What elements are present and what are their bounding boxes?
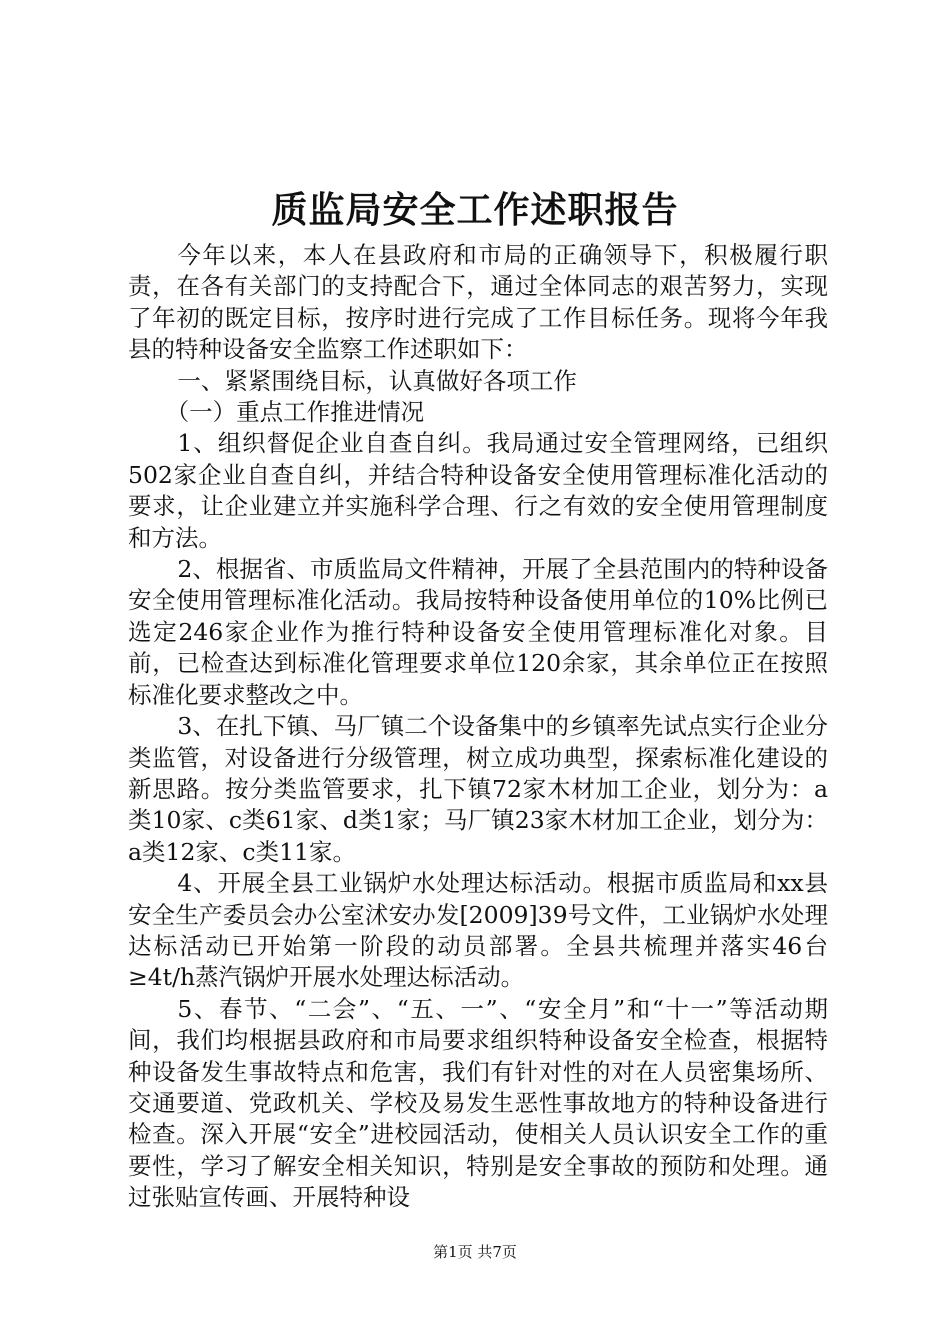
intro-paragraph: 今年以来，本人在县政府和市局的正确领导下，积极履行职责，在各有关部门的支持配合下，通过全体同志的艰苦努力，实现了年初的既定目标，按序时进行完成了工作目标任务。现将今年我县的特种设备安全监察工作述职如下： bbox=[128, 241, 828, 364]
page-number: 第1页 共7页 bbox=[433, 1243, 517, 1261]
item-paragraph-1: 1、组织督促企业自查自纠。我局通过安全管理网络，已组织502家企业自查自纠，并结合特种设备安全使用管理标准化活动的要求，让企业建立并实施科学合理、行之有效的安全使用管理制度和方法。 bbox=[128, 429, 828, 552]
subsection-heading-1: （一）重点工作推进情况 bbox=[165, 398, 425, 427]
item-paragraph-4: 4、开展全县工业锅炉水处理达标活动。根据市质监局和xx县安全生产委员会办公室沭安办发[2009]39号文件，工业锅炉水处理达标活动已开始第一阶段的动员部署。全县共梳理并落实46台≥4t/h蒸汽锅炉开展水处理达标活动。 bbox=[128, 869, 828, 992]
section-heading-1: 一、紧紧围绕目标，认真做好各项工作 bbox=[177, 366, 577, 395]
item-paragraph-5: 5、春节、“二会”、“五、一”、“安全月”和“十一”等活动期间，我们均根据县政府和市局要求组织特种设备安全检查，根据特种设备发生事故特点和危害，我们有针对性的对在人员密集场所、交通要道、党政机关、学校及易发生恶性事故地方的特种设备进行检查。深入开展“安全”进校园活动，使相关人员认识安全工作的重要性，学习了解安全相关知识，特别是安全事故的预防和处理。通过张贴宣传画、开展特种设 bbox=[128, 994, 828, 1212]
document-title: 质监局安全工作述职报告 bbox=[271, 189, 679, 231]
item-paragraph-3: 3、在扎下镇、马厂镇二个设备集中的乡镇率先试点实行企业分类监管，对设备进行分级管理，树立成功典型，探索标准化建设的新思路。按分类监管要求，扎下镇72家木材加工企业，划分为：a类10家、c类61家、d类1家；马厂镇23家木材加工企业，划分为：a类12家、c类11家。 bbox=[128, 712, 828, 866]
document-body bbox=[128, 240, 828, 1214]
item-paragraph-2: 2、根据省、市质监局文件精神，开展了全县范围内的特种设备安全使用管理标准化活动。我局按特种设备使用单位的10%比例已选定246家企业作为推行特种设备安全使用管理标准化对象。目前，已检查达到标准化管理要求单位120余家，其余单位正在按照标准化要求整改之中。 bbox=[128, 555, 828, 709]
